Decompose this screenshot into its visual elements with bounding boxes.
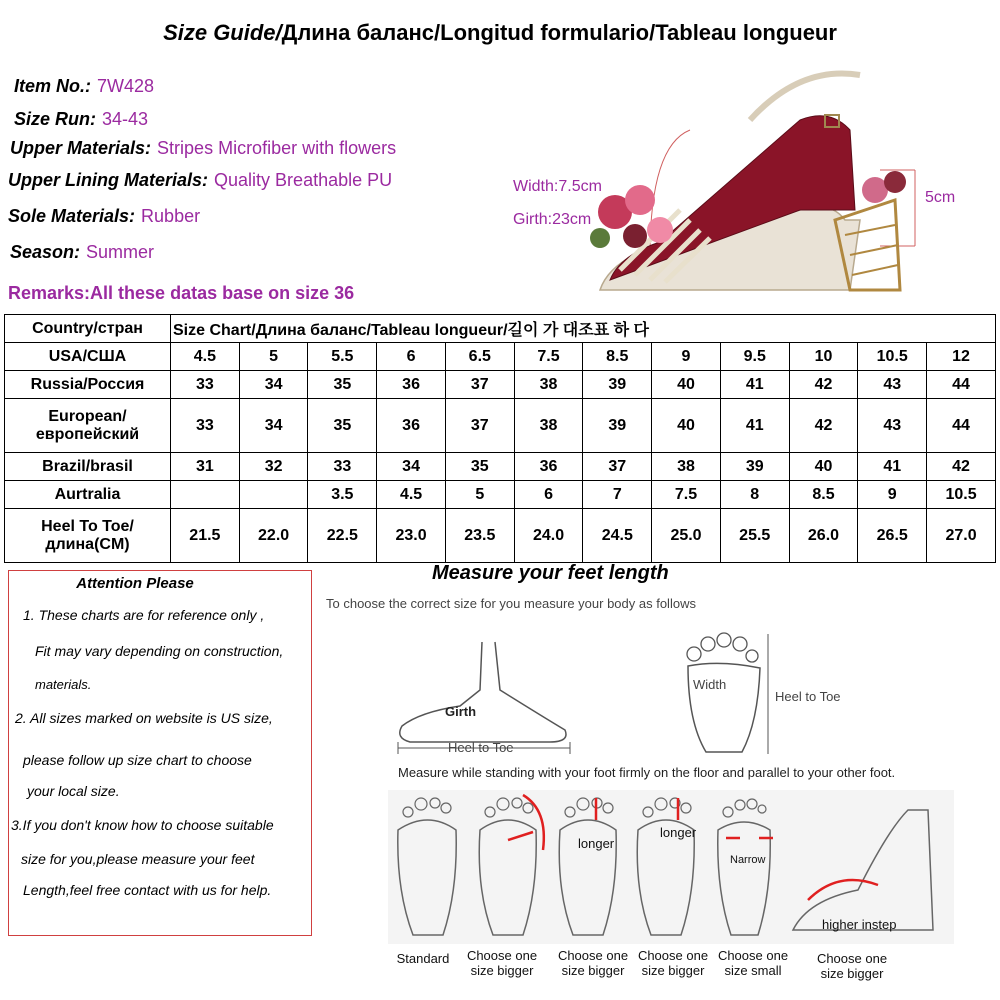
size-cell: 9 xyxy=(652,343,721,371)
size-cell: 6.5 xyxy=(445,343,514,371)
row-label: European/европейский xyxy=(5,399,171,453)
size-cell: 8.5 xyxy=(789,481,858,509)
size-cell: 33 xyxy=(171,399,240,453)
page-title xyxy=(0,20,1000,46)
size-cell: 27.0 xyxy=(927,509,996,563)
size-cell: 42 xyxy=(789,371,858,399)
size-cell xyxy=(171,481,240,509)
size-cell: 36 xyxy=(377,399,446,453)
size-cell: 42 xyxy=(789,399,858,453)
size-cell: 21.5 xyxy=(171,509,240,563)
size-cell: 41 xyxy=(720,399,789,453)
attention-line: 2. All sizes marked on website is US size, xyxy=(15,710,273,726)
foot-caption: Choose one size bigger xyxy=(637,948,709,978)
size-cell: 37 xyxy=(445,399,514,453)
size-cell: 26.0 xyxy=(789,509,858,563)
size-cell: 6 xyxy=(377,343,446,371)
attention-line: Length,feel free contact with us for help. xyxy=(23,882,272,898)
attention-line: 3.If you don't know how to choose suitable xyxy=(11,817,274,833)
attention-line: please follow up size chart to choose xyxy=(23,752,252,768)
girth-label: Girth xyxy=(445,704,477,719)
size-cell: 23.0 xyxy=(377,509,446,563)
size-cell: 34 xyxy=(377,453,446,481)
attention-line: materials. xyxy=(35,677,92,692)
size-cell: 36 xyxy=(377,371,446,399)
spec-sole-materials: Sole Materials: Rubber xyxy=(8,206,201,226)
table-row xyxy=(5,399,996,453)
size-cell: 34 xyxy=(239,399,308,453)
size-cell: 43 xyxy=(858,399,927,453)
size-cell: 10 xyxy=(789,343,858,371)
foot-caption: Standard xyxy=(396,951,450,966)
measure-subtitle: To choose the correct size for you measure your body as follows xyxy=(326,596,696,611)
foot-caption: Choose one size small xyxy=(717,948,789,978)
heel-to-toe-side-label: Heel to Toe xyxy=(448,740,514,755)
measure-note: Measure while standing with your foot firmly on the floor and parallel to your other foot. xyxy=(398,765,896,780)
longer-label-2: longer xyxy=(660,825,697,840)
size-cell: 41 xyxy=(720,371,789,399)
top-foot-diagram xyxy=(680,632,780,757)
size-cell: 22.0 xyxy=(239,509,308,563)
title-lead: Size Guide/ xyxy=(163,20,282,45)
size-cell: 39 xyxy=(720,453,789,481)
size-cell: 34 xyxy=(239,371,308,399)
size-cell: 6 xyxy=(514,481,583,509)
size-cell: 40 xyxy=(789,453,858,481)
size-cell: 35 xyxy=(445,453,514,481)
size-cell: 5.5 xyxy=(308,343,377,371)
measure-title: Measure your feet length xyxy=(432,562,669,584)
row-label: Brazil/brasil xyxy=(5,453,171,481)
size-cell: 40 xyxy=(652,371,721,399)
spec-item-no: Item No.: 7W428 xyxy=(14,76,155,96)
size-cell: 7 xyxy=(583,481,652,509)
narrow-label: Narrow xyxy=(730,854,766,866)
size-cell: 4.5 xyxy=(171,343,240,371)
size-cell: 37 xyxy=(583,453,652,481)
spec-upper-materials: Upper Materials: Stripes Microfiber with flowers xyxy=(10,138,397,158)
longer-label-1: longer xyxy=(578,836,615,851)
size-cell: 4.5 xyxy=(377,481,446,509)
heel-measure: 5cm xyxy=(925,189,956,206)
size-cell: 24.5 xyxy=(583,509,652,563)
title-rest: Длина баланс/Longitud formulario/Tableau longueur xyxy=(281,20,837,45)
foot-caption: Choose one size bigger xyxy=(816,951,888,981)
size-cell: 10.5 xyxy=(927,481,996,509)
table-row xyxy=(5,453,996,481)
size-cell: 44 xyxy=(927,399,996,453)
size-cell: 41 xyxy=(858,453,927,481)
size-cell: 39 xyxy=(583,371,652,399)
size-cell: 42 xyxy=(927,453,996,481)
width-label: Width xyxy=(693,677,727,692)
size-cell: 24.0 xyxy=(514,509,583,563)
spec-size-run: Size Run: 34-43 xyxy=(14,109,149,129)
size-cell: 38 xyxy=(652,453,721,481)
spec-lining-materials: Upper Lining Materials: Quality Breathable PU xyxy=(8,170,393,190)
size-cell: 44 xyxy=(927,371,996,399)
size-cell: 38 xyxy=(514,371,583,399)
size-cell: 36 xyxy=(514,453,583,481)
attention-title: Attention Please xyxy=(76,575,194,592)
size-cell: 8 xyxy=(720,481,789,509)
attention-line: your local size. xyxy=(27,783,120,799)
table-row xyxy=(5,343,996,371)
size-cell: 25.5 xyxy=(720,509,789,563)
row-label: Heel To Toe/длина(CM) xyxy=(5,509,171,563)
higher-instep-label: higher instep xyxy=(822,917,897,932)
spec-season: Season: Summer xyxy=(10,242,155,262)
girth-measure: Girth:23cm xyxy=(513,211,592,228)
size-cell: 32 xyxy=(239,453,308,481)
size-cell: 5 xyxy=(445,481,514,509)
size-cell: 37 xyxy=(445,371,514,399)
size-cell: 7.5 xyxy=(652,481,721,509)
attention-box xyxy=(8,570,312,936)
size-cell: 35 xyxy=(308,371,377,399)
size-cell: 25.0 xyxy=(652,509,721,563)
remarks: Remarks:All these datas base on size 36 xyxy=(8,283,355,303)
size-cell: 33 xyxy=(308,453,377,481)
size-cell: 43 xyxy=(858,371,927,399)
chart-header: Size Chart/Длина баланс/Tableau longueur/길이 가 대조표 하 다 xyxy=(171,315,996,343)
size-cell: 3.5 xyxy=(308,481,377,509)
size-cell: 35 xyxy=(308,399,377,453)
size-cell: 9.5 xyxy=(720,343,789,371)
foot-caption: Choose one size bigger xyxy=(557,948,629,978)
size-cell: 5 xyxy=(239,343,308,371)
country-header: Country/стран xyxy=(5,315,171,343)
row-label: Russia/Россия xyxy=(5,371,171,399)
size-cell xyxy=(239,481,308,509)
size-cell: 9 xyxy=(858,481,927,509)
size-cell: 23.5 xyxy=(445,509,514,563)
size-cell: 31 xyxy=(171,453,240,481)
row-label: Aurtralia xyxy=(5,481,171,509)
table-header-row xyxy=(5,315,996,343)
size-cell: 33 xyxy=(171,371,240,399)
size-cell: 38 xyxy=(514,399,583,453)
attention-line: 1. These charts are for reference only , xyxy=(23,607,265,623)
size-cell: 7.5 xyxy=(514,343,583,371)
attention-line: size for you,please measure your feet xyxy=(21,851,255,867)
size-cell: 8.5 xyxy=(583,343,652,371)
width-measure: Width:7.5cm xyxy=(513,178,602,195)
row-label: USA/США xyxy=(5,343,171,371)
size-cell: 22.5 xyxy=(308,509,377,563)
table-row xyxy=(5,481,996,509)
heel-to-toe-top-label: Heel to Toe xyxy=(775,689,841,704)
size-chart-table xyxy=(4,314,996,563)
foot-caption: Choose one size bigger xyxy=(466,948,538,978)
size-cell: 40 xyxy=(652,399,721,453)
size-cell: 10.5 xyxy=(858,343,927,371)
size-cell: 12 xyxy=(927,343,996,371)
table-row xyxy=(5,509,996,563)
size-cell: 26.5 xyxy=(858,509,927,563)
attention-line: Fit may vary depending on construction, xyxy=(35,643,284,659)
size-cell: 39 xyxy=(583,399,652,453)
table-row xyxy=(5,371,996,399)
